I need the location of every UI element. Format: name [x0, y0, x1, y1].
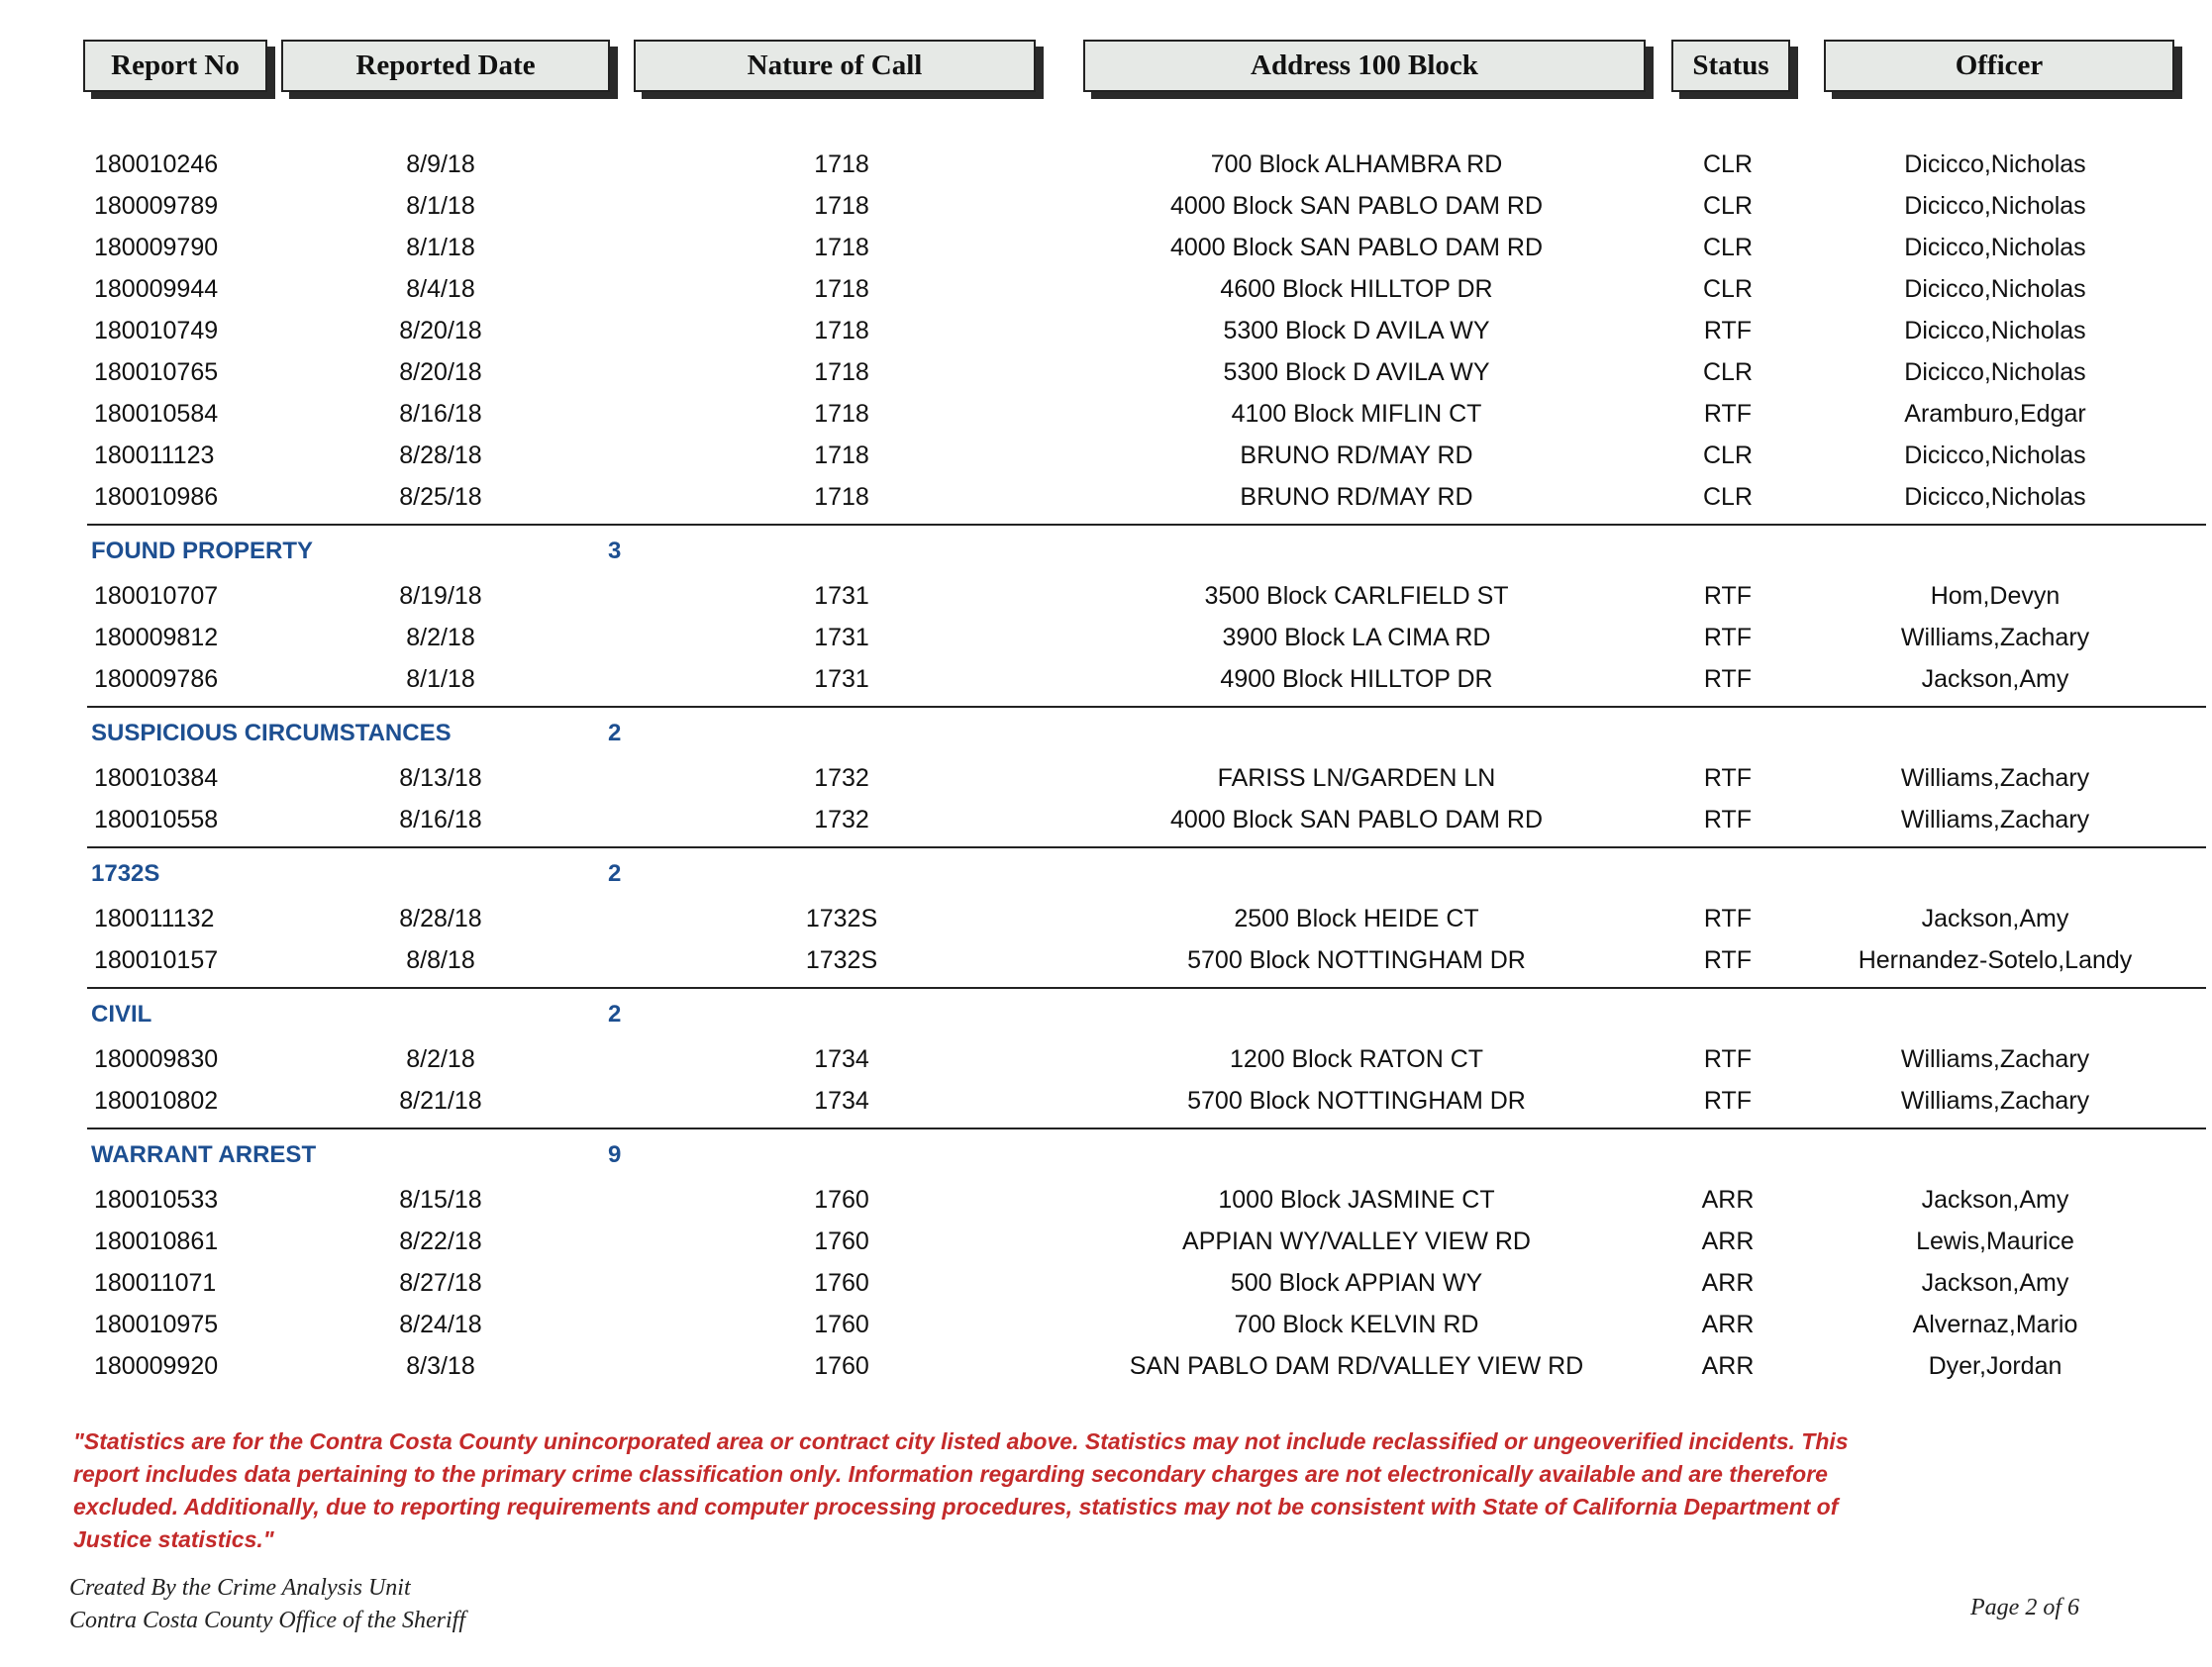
officer-cell: Williams,Zachary: [1900, 806, 2090, 834]
nature-of-call-cell: 1718: [814, 234, 869, 261]
section-divider: [87, 987, 2206, 989]
nature-of-call-cell: 1732S: [805, 946, 878, 974]
address-cell: 5300 Block D AVILA WY: [1223, 358, 1490, 386]
address-cell: BRUNO RD/MAY RD: [1240, 483, 1473, 511]
address-cell: 500 Block APPIAN WY: [1230, 1269, 1483, 1297]
reported-date-cell: 8/25/18: [399, 483, 482, 511]
report-no-cell: 180009830: [94, 1045, 219, 1073]
column-header-report-no: Report No: [83, 40, 267, 92]
reported-date-cell: 8/28/18: [399, 441, 482, 469]
report-no-cell: 180010749: [94, 317, 219, 344]
officer-cell: Jackson,Amy: [1921, 1186, 2069, 1214]
report-no-cell: 180009786: [94, 665, 219, 693]
reported-date-cell: 8/2/18: [406, 1045, 475, 1073]
address-cell: 3900 Block LA CIMA RD: [1222, 624, 1491, 651]
section-title: FOUND PROPERTY: [91, 538, 314, 564]
status-cell: RTF: [1703, 806, 1753, 834]
report-no-cell: 180011132: [94, 905, 215, 932]
reported-date-cell: 8/13/18: [399, 764, 482, 792]
status-cell: RTF: [1703, 400, 1753, 428]
disclaimer-note: "Statistics are for the Contra Costa County unincorporated area or contract city listed above. Statistics may not include reclassified or ungeoverified incidents. This report includes data pertaining to the primary crime classification only. Information regarding secondary charges are not electronically available and are therefore excluded. Additionally, due to reporting requirements and computer processing procedures, statistics may not be consistent with State of California Department of Justice statistics.": [73, 1428, 1849, 1552]
status-cell: ARR: [1701, 1227, 1755, 1255]
section-divider: [87, 706, 2206, 708]
section-title: 1732S: [91, 860, 160, 887]
officer-cell: Williams,Zachary: [1900, 1087, 2090, 1115]
nature-of-call-cell: 1718: [814, 275, 869, 303]
nature-of-call-cell: 1718: [814, 358, 869, 386]
nature-of-call-cell: 1732: [814, 806, 869, 834]
report-no-cell: 180010861: [94, 1227, 219, 1255]
address-cell: FARISS LN/GARDEN LN: [1217, 764, 1496, 792]
credit-block: [69, 1572, 465, 1637]
officer-cell: Williams,Zachary: [1900, 1045, 2090, 1073]
report-no-cell: 180009790: [94, 234, 219, 261]
officer-cell: Hom,Devyn: [1930, 582, 2061, 610]
address-cell: SAN PABLO DAM RD/VALLEY VIEW RD: [1129, 1352, 1584, 1380]
reported-date-cell: 8/9/18: [406, 150, 475, 178]
reported-date-cell: 8/4/18: [406, 275, 475, 303]
reported-date-cell: 8/19/18: [399, 582, 482, 610]
address-cell: 4000 Block SAN PABLO DAM RD: [1169, 192, 1544, 220]
section-divider: [87, 524, 2206, 526]
officer-cell: Jackson,Amy: [1921, 905, 2069, 932]
reported-date-cell: 8/1/18: [406, 234, 475, 261]
section-title: CIVIL: [91, 1001, 152, 1028]
status-cell: RTF: [1703, 905, 1753, 932]
reported-date-cell: 8/15/18: [399, 1186, 482, 1214]
officer-cell: Dicicco,Nicholas: [1904, 150, 2086, 178]
section-divider: [87, 846, 2206, 848]
address-cell: BRUNO RD/MAY RD: [1240, 441, 1473, 469]
status-cell: RTF: [1703, 1045, 1753, 1073]
report-no-cell: 180009789: [94, 192, 219, 220]
report-no-cell: 180011123: [94, 441, 215, 469]
reported-date-cell: 8/2/18: [406, 624, 475, 651]
reported-date-cell: 8/21/18: [399, 1087, 482, 1115]
nature-of-call-cell: 1734: [814, 1045, 869, 1073]
officer-cell: Dicicco,Nicholas: [1904, 192, 2086, 220]
officer-cell: Alvernaz,Mario: [1912, 1311, 2078, 1338]
status-cell: CLR: [1702, 234, 1753, 261]
section-title: WARRANT ARREST: [91, 1141, 317, 1168]
reported-date-cell: 8/27/18: [399, 1269, 482, 1297]
report-no-cell: 180010802: [94, 1087, 219, 1115]
nature-of-call-cell: 1718: [814, 317, 869, 344]
status-cell: RTF: [1703, 946, 1753, 974]
column-header-status: Status: [1671, 40, 1790, 92]
reported-date-cell: 8/20/18: [399, 317, 482, 344]
report-no-cell: 180010584: [94, 400, 219, 428]
officer-cell: Dyer,Jordan: [1928, 1352, 2062, 1380]
address-cell: 5700 Block NOTTINGHAM DR: [1187, 1087, 1526, 1115]
officer-cell: Jackson,Amy: [1921, 1269, 2069, 1297]
address-cell: APPIAN WY/VALLEY VIEW RD: [1182, 1227, 1531, 1255]
status-cell: RTF: [1703, 665, 1753, 693]
page-number: Page 2 of 6: [1970, 1595, 2079, 1620]
nature-of-call-cell: 1718: [814, 483, 869, 511]
nature-of-call-cell: 1718: [814, 441, 869, 469]
address-cell: 1000 Block JASMINE CT: [1218, 1186, 1495, 1214]
officer-cell: Hernandez-Sotelo,Landy: [1858, 946, 2133, 974]
nature-of-call-cell: 1718: [814, 150, 869, 178]
report-no-cell: 180009812: [94, 624, 219, 651]
nature-of-call-cell: 1760: [814, 1352, 869, 1380]
officer-cell: Dicicco,Nicholas: [1904, 317, 2086, 344]
column-header-reported-date: Reported Date: [281, 40, 610, 92]
nature-of-call-cell: 1760: [814, 1269, 869, 1297]
officer-cell: Dicicco,Nicholas: [1904, 275, 2086, 303]
status-cell: RTF: [1703, 764, 1753, 792]
status-cell: RTF: [1703, 317, 1753, 344]
officer-cell: Williams,Zachary: [1900, 764, 2090, 792]
status-cell: ARR: [1701, 1186, 1755, 1214]
nature-of-call-cell: 1732: [814, 764, 869, 792]
report-no-cell: 180010157: [94, 946, 219, 974]
nature-of-call-cell: 1732S: [805, 905, 878, 932]
status-cell: CLR: [1702, 441, 1753, 469]
status-cell: ARR: [1701, 1269, 1755, 1297]
section-count: 9: [608, 1141, 622, 1168]
address-cell: 4600 Block HILLTOP DR: [1220, 275, 1493, 303]
address-cell: 1200 Block RATON CT: [1229, 1045, 1484, 1073]
officer-cell: Dicicco,Nicholas: [1904, 483, 2086, 511]
credit-line-2: Contra Costa County Office of the Sheriff: [69, 1608, 465, 1633]
status-cell: RTF: [1703, 1087, 1753, 1115]
reported-date-cell: 8/28/18: [399, 905, 482, 932]
reported-date-cell: 8/16/18: [399, 806, 482, 834]
section-divider: [87, 1128, 2206, 1129]
nature-of-call-cell: 1760: [814, 1227, 869, 1255]
section-title: SUSPICIOUS CIRCUMSTANCES: [91, 720, 452, 746]
report-no-cell: 180010246: [94, 150, 219, 178]
nature-of-call-cell: 1734: [814, 1087, 869, 1115]
address-cell: 700 Block ALHAMBRA RD: [1210, 150, 1503, 178]
status-cell: ARR: [1701, 1311, 1755, 1338]
status-cell: CLR: [1702, 192, 1753, 220]
address-cell: 4000 Block SAN PABLO DAM RD: [1169, 806, 1544, 834]
address-cell: 4000 Block SAN PABLO DAM RD: [1169, 234, 1544, 261]
status-cell: ARR: [1701, 1352, 1755, 1380]
status-cell: RTF: [1703, 624, 1753, 651]
report-no-cell: 180010765: [94, 358, 219, 386]
reported-date-cell: 8/20/18: [399, 358, 482, 386]
nature-of-call-cell: 1718: [814, 192, 869, 220]
nature-of-call-cell: 1760: [814, 1311, 869, 1338]
address-cell: 4100 Block MIFLIN CT: [1231, 400, 1482, 428]
reported-date-cell: 8/1/18: [406, 192, 475, 220]
reported-date-cell: 8/16/18: [399, 400, 482, 428]
address-cell: 5300 Block D AVILA WY: [1223, 317, 1490, 344]
reported-date-cell: 8/1/18: [406, 665, 475, 693]
officer-cell: Dicicco,Nicholas: [1904, 441, 2086, 469]
officer-cell: Jackson,Amy: [1921, 665, 2069, 693]
status-cell: CLR: [1702, 150, 1753, 178]
address-cell: 3500 Block CARLFIELD ST: [1204, 582, 1509, 610]
section-count: 3: [608, 538, 622, 564]
officer-cell: Aramburo,Edgar: [1904, 400, 2086, 428]
reported-date-cell: 8/24/18: [399, 1311, 482, 1338]
officer-cell: Lewis,Maurice: [1916, 1227, 2074, 1255]
nature-of-call-cell: 1731: [814, 665, 869, 693]
address-cell: 4900 Block HILLTOP DR: [1220, 665, 1493, 693]
column-header-officer: Officer: [1824, 40, 2174, 92]
reported-date-cell: 8/22/18: [399, 1227, 482, 1255]
credit-line-1: Created By the Crime Analysis Unit: [69, 1575, 411, 1601]
reported-date-cell: 8/8/18: [406, 946, 475, 974]
section-count: 2: [608, 860, 622, 887]
nature-of-call-cell: 1731: [814, 582, 869, 610]
report-no-cell: 180010558: [94, 806, 219, 834]
address-cell: 700 Block KELVIN RD: [1234, 1311, 1479, 1338]
report-no-cell: 180009920: [94, 1352, 219, 1380]
column-header-nature-of-call: Nature of Call: [634, 40, 1036, 92]
officer-cell: Williams,Zachary: [1900, 624, 2090, 651]
address-cell: 5700 Block NOTTINGHAM DR: [1187, 946, 1526, 974]
status-cell: CLR: [1702, 275, 1753, 303]
reported-date-cell: 8/3/18: [406, 1352, 475, 1380]
report-no-cell: 180010533: [94, 1186, 219, 1214]
section-count: 2: [608, 1001, 622, 1028]
address-cell: 2500 Block HEIDE CT: [1234, 905, 1479, 932]
report-no-cell: 180010707: [94, 582, 219, 610]
nature-of-call-cell: 1718: [814, 400, 869, 428]
report-no-cell: 180010986: [94, 483, 219, 511]
report-no-cell: 180010975: [94, 1311, 219, 1338]
officer-cell: Dicicco,Nicholas: [1904, 234, 2086, 261]
section-count: 2: [608, 720, 622, 746]
nature-of-call-cell: 1731: [814, 624, 869, 651]
report-no-cell: 180011071: [94, 1269, 217, 1297]
status-cell: CLR: [1702, 483, 1753, 511]
officer-cell: Dicicco,Nicholas: [1904, 358, 2086, 386]
report-no-cell: 180010384: [94, 764, 219, 792]
nature-of-call-cell: 1760: [814, 1186, 869, 1214]
column-header-address: Address 100 Block: [1083, 40, 1646, 92]
status-cell: CLR: [1702, 358, 1753, 386]
report-no-cell: 180009944: [94, 275, 219, 303]
status-cell: RTF: [1703, 582, 1753, 610]
